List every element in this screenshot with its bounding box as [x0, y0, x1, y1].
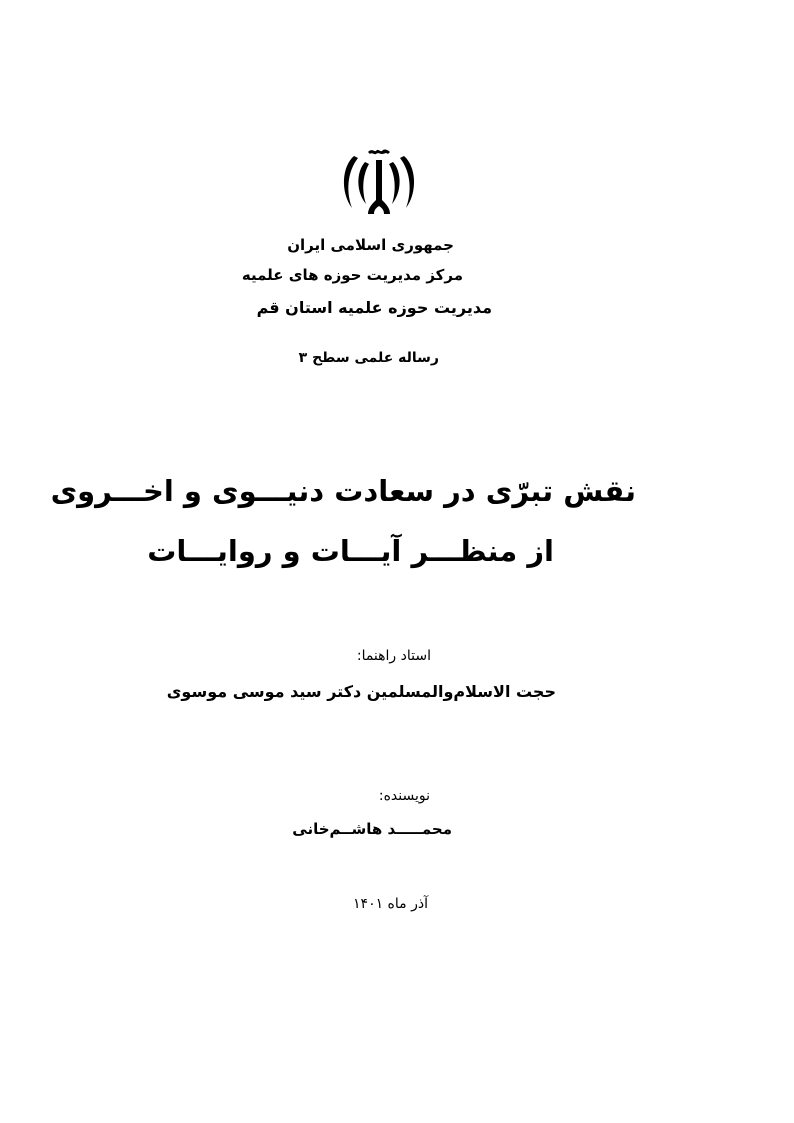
author-label: نویسنده: — [378, 788, 430, 804]
supervisor-name: حجت الاسلام‌والمسلمین دکتر سید موسی موسوی — [166, 682, 556, 701]
header-management: مدیریت حوزه علمیه استان قم — [256, 298, 492, 317]
supervisor-label: استاد راهنما: — [356, 648, 431, 664]
header-center: مرکز مدیریت حوزه های علمیه — [241, 266, 463, 284]
thesis-title-line1: نقش تبرّی در سعادت دنیـــوی و اخـــروی — [50, 474, 636, 508]
submission-date: آذر ماه ۱۴۰۱ — [353, 896, 428, 912]
thesis-title-line2: از منظـــر آیـــات و روایـــات — [147, 534, 554, 568]
thesis-level: رساله علمی سطح ۳ — [298, 350, 439, 366]
iran-emblem-icon — [338, 148, 420, 222]
author-name: محمـــــد هاشــم‌خانی — [292, 820, 452, 838]
header-country: جمهوری اسلامی ایران — [287, 236, 454, 254]
